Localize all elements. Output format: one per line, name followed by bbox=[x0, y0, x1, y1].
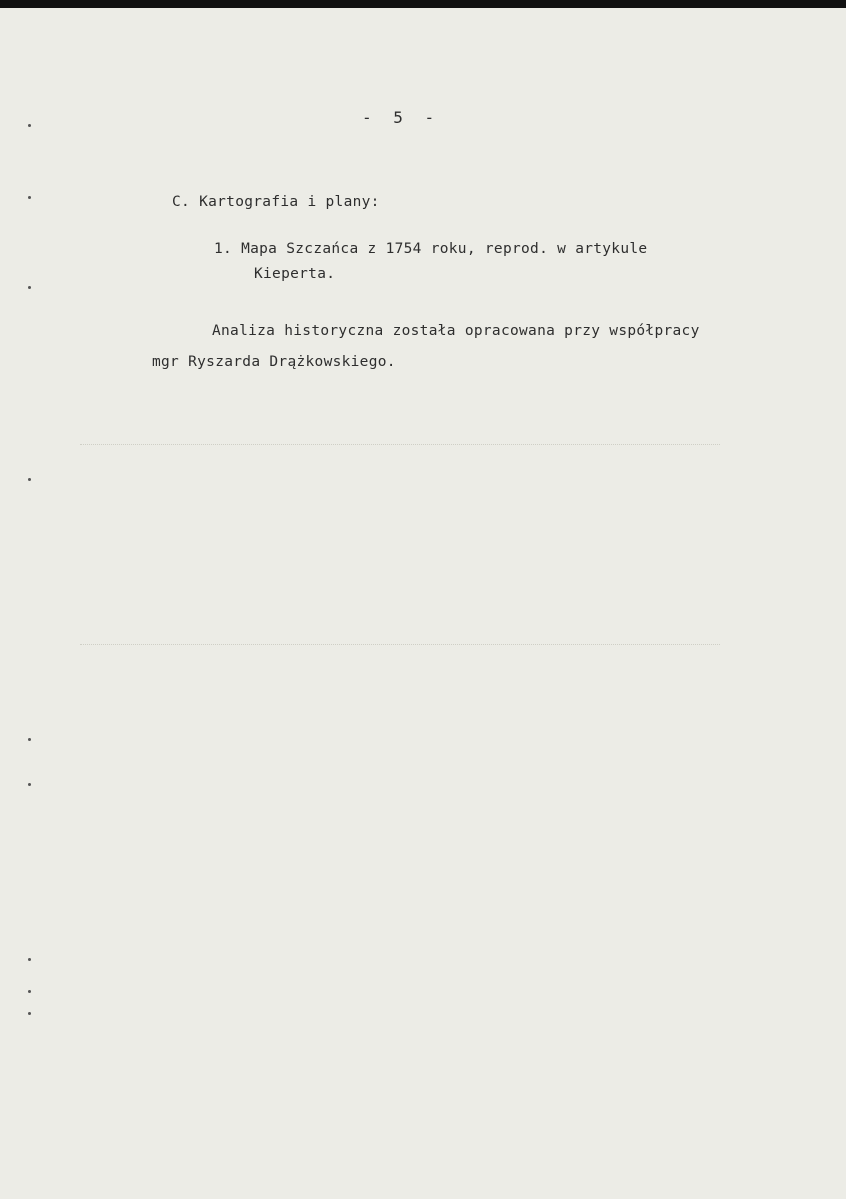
scan-speck bbox=[28, 738, 31, 741]
note-line: mgr Ryszarda Drążkowskiego. bbox=[152, 354, 396, 370]
document-page bbox=[0, 8, 846, 1199]
scan-bleed-line bbox=[80, 444, 720, 446]
scan-speck bbox=[28, 196, 31, 199]
scan-speck bbox=[28, 990, 31, 993]
section-heading: C. Kartografia i plany: bbox=[172, 194, 380, 210]
list-item-line: Kieperta. bbox=[254, 266, 336, 282]
scan-bleed-line bbox=[80, 644, 720, 646]
scan-speck bbox=[28, 783, 31, 786]
scan-top-edge bbox=[0, 0, 846, 8]
scan-speck bbox=[28, 124, 31, 127]
scan-speck bbox=[28, 1012, 31, 1015]
scan-speck bbox=[28, 958, 31, 961]
note-line: Analiza historyczna została opracowana przy współpracy bbox=[212, 323, 700, 339]
list-item-line: 1. Mapa Szczańca z 1754 roku, reprod. w artykule bbox=[214, 241, 648, 257]
scan-speck bbox=[28, 478, 31, 481]
page-number: - 5 - bbox=[362, 108, 441, 127]
scan-speck bbox=[28, 286, 31, 289]
